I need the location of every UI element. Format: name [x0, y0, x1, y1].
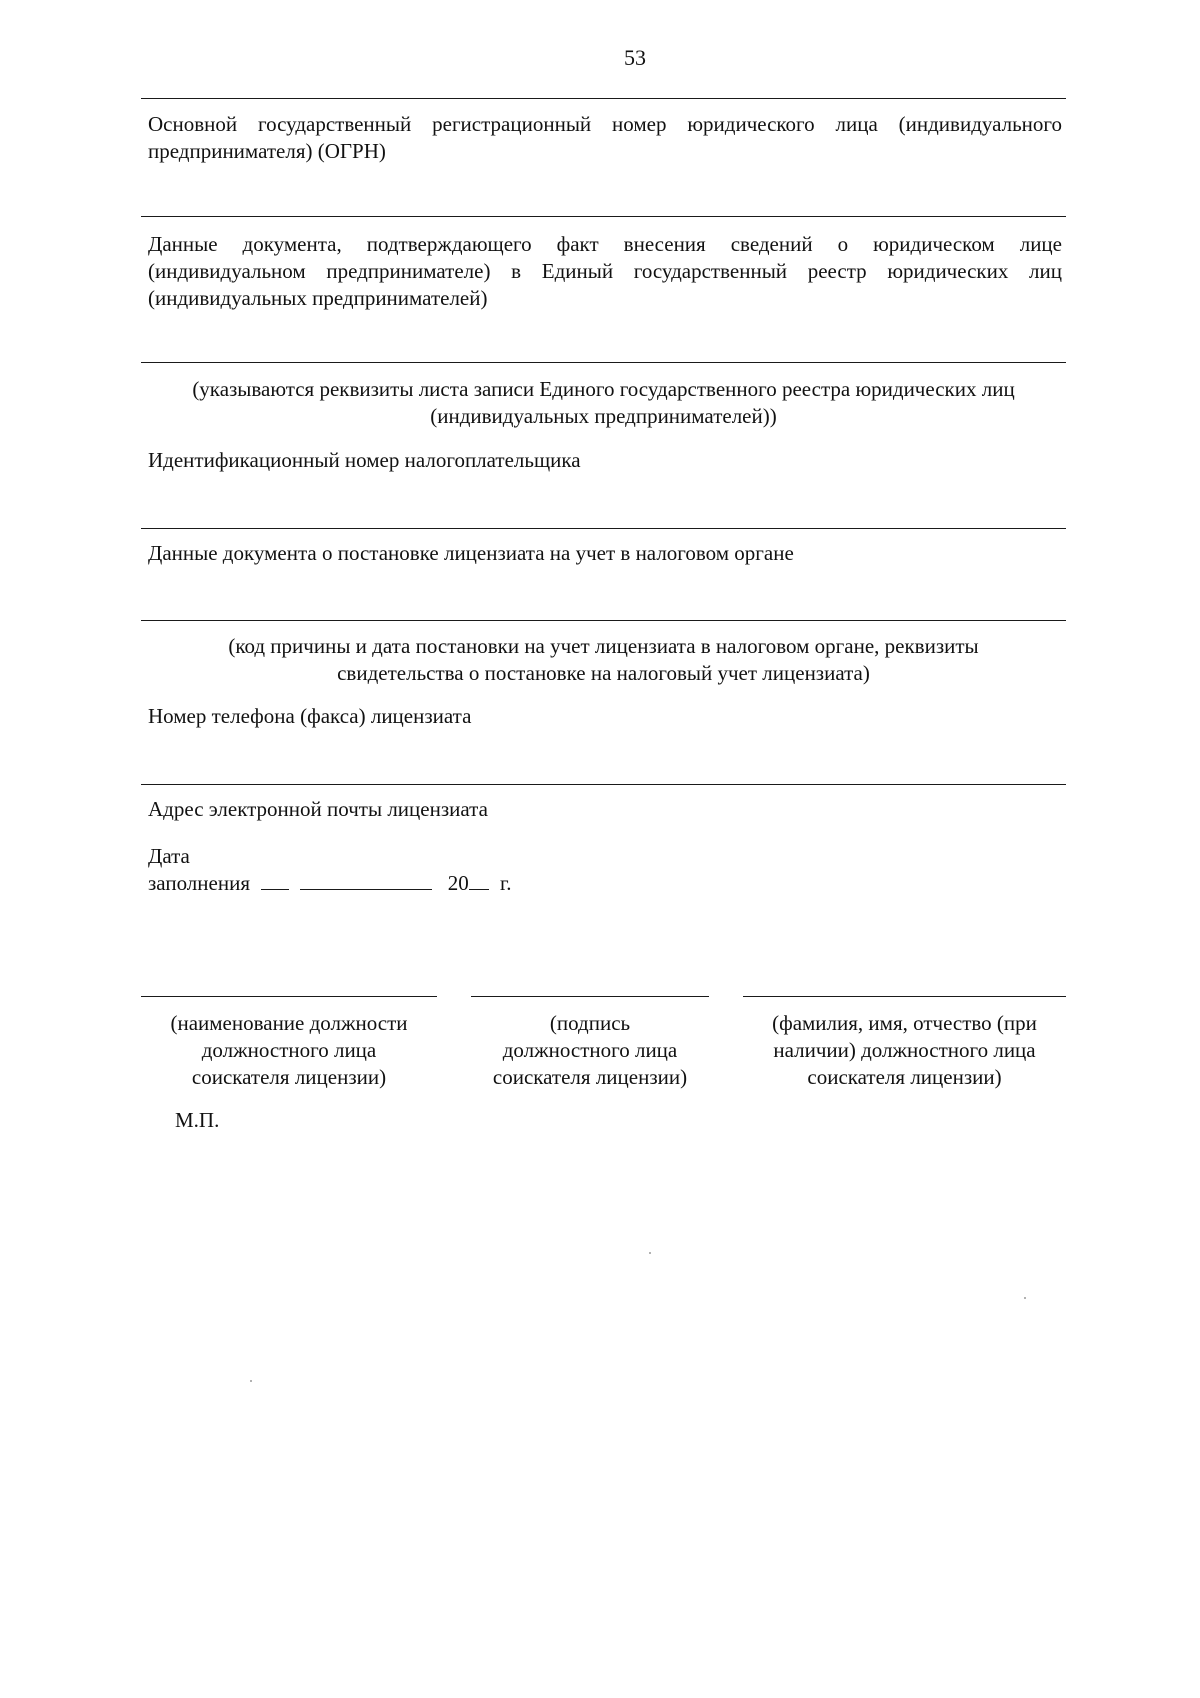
signature-sign-line[interactable]: [471, 996, 709, 997]
position-sign-line[interactable]: [141, 996, 437, 997]
date-day-field[interactable]: [261, 869, 289, 890]
inn-label: Идентификационный номер налогоплательщика: [148, 448, 581, 472]
date-row: [148, 869, 511, 897]
position-caption-line1: (наименование должности: [170, 1011, 408, 1035]
scan-speck: [649, 1252, 651, 1254]
stamp-place: М.П.: [175, 1108, 220, 1132]
signature-caption-line2: должностного лица: [502, 1038, 678, 1062]
date-year-suffix: г.: [499, 871, 512, 895]
ogrn-label: Основной государственный регистрационный номер юридического лица (индивидуального предпринимателя) (ОГРН): [148, 112, 1062, 163]
tax-doc-label: Данные документа о постановке лицензиата на учет в налоговом органе: [148, 541, 794, 565]
egrul-label: Данные документа, подтверждающего факт внесения сведений о юридическом лице (индивидуальном предпринимателе) в Единый государственный реестр юридических лиц (индивидуальных предпринимателей): [148, 232, 1062, 310]
position-caption-line3: соискателя лицензии): [191, 1065, 387, 1089]
signature-caption-line3: соискателя лицензии): [492, 1065, 688, 1089]
date-label-line2: заполнения: [148, 871, 250, 895]
phone-fill-line[interactable]: [141, 784, 1066, 785]
date-label-line1: Дата: [148, 844, 190, 868]
name-caption-line2: наличии) должностного лица: [773, 1038, 1036, 1062]
egrul-hint-line1: (указываются реквизиты листа записи Единого государственного реестра юридических лиц: [192, 377, 1015, 401]
phone-label: Номер телефона (факса) лицензиата: [148, 704, 472, 728]
tax-doc-fill-line[interactable]: [141, 620, 1066, 621]
date-year-prefix: 20: [447, 871, 469, 895]
date-month-field[interactable]: [300, 869, 432, 890]
tax-hint-line2: свидетельства о постановке на налоговый учет лицензиата): [337, 661, 870, 685]
ogrn-fill-line[interactable]: [141, 216, 1066, 217]
scan-speck: [1024, 1297, 1026, 1299]
name-caption-line3: соискателя лицензии): [807, 1065, 1002, 1089]
name-sign-line[interactable]: [743, 996, 1066, 997]
signature-caption-line1: (подпись: [549, 1011, 631, 1035]
tax-hint-line1: (код причины и дата постановки на учет лицензиата в налоговом органе, реквизиты: [228, 634, 979, 658]
name-caption: [743, 1010, 1066, 1091]
rule-ogrn-top: [141, 98, 1066, 99]
signature-caption: [471, 1010, 709, 1091]
inn-fill-line[interactable]: [141, 528, 1066, 529]
email-label: Адрес электронной почты лицензиата: [148, 797, 488, 821]
date-year-field[interactable]: [469, 869, 489, 890]
egrul-hint: [141, 376, 1066, 430]
egrul-fill-line[interactable]: [141, 362, 1066, 363]
tax-hint: [141, 633, 1066, 687]
position-caption: [141, 1010, 437, 1091]
page-number: 53: [624, 45, 646, 70]
position-caption-line2: должностного лица: [201, 1038, 377, 1062]
name-caption-line1: (фамилия, имя, отчество (при: [772, 1011, 1037, 1035]
egrul-hint-line2: (индивидуальных предпринимателей)): [430, 404, 777, 428]
scan-speck: [250, 1380, 252, 1382]
